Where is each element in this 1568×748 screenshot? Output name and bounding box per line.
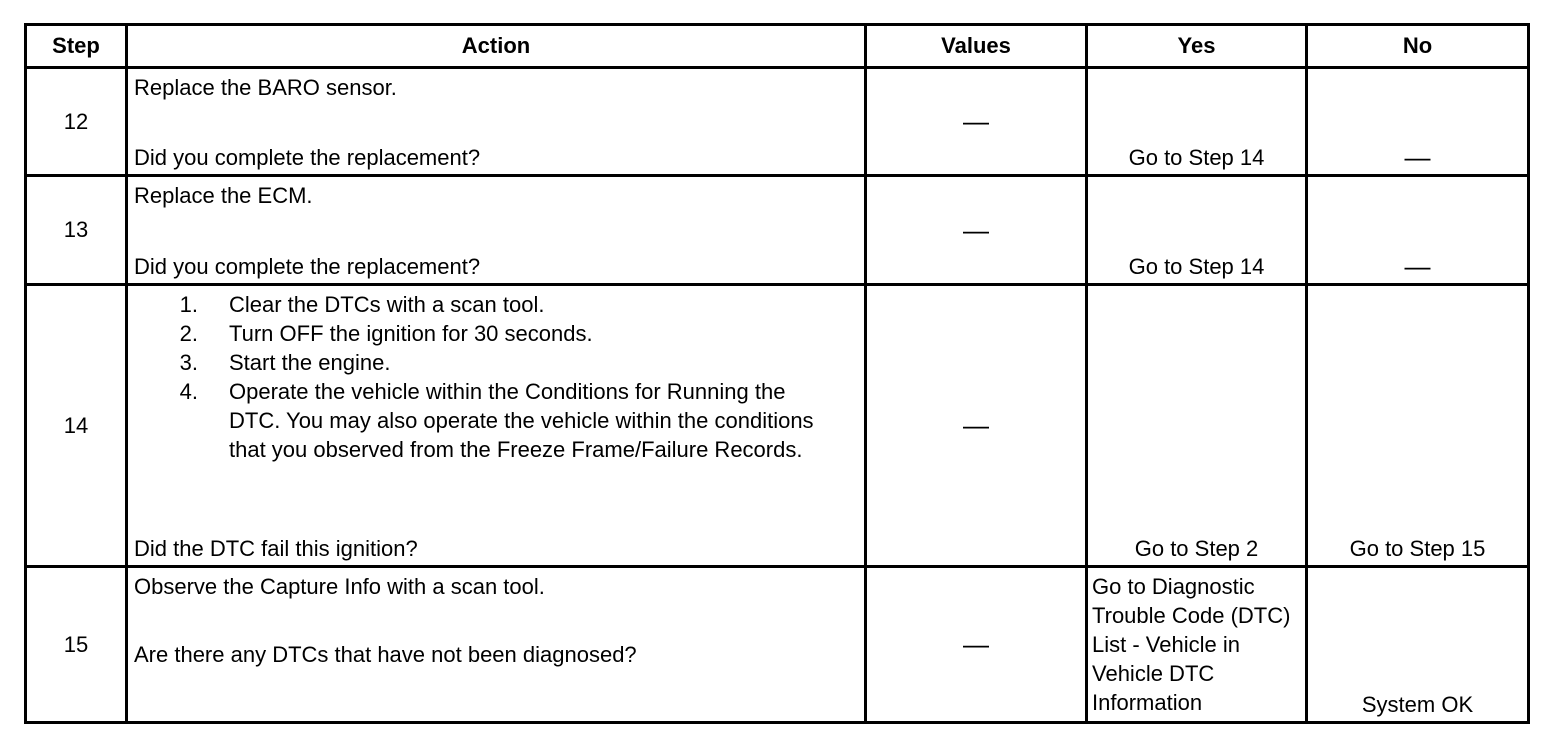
header-yes: Yes <box>1087 25 1307 68</box>
yes-result: Go to Step 2 <box>1134 536 1259 561</box>
header-no: No <box>1307 25 1529 68</box>
header-step: Step <box>26 25 127 68</box>
values-cell: — <box>866 176 1087 285</box>
step-number: 14 <box>26 285 127 567</box>
action-instruction: Replace the BARO sensor. <box>134 75 397 100</box>
action-question: Did the DTC fail this ignition? <box>134 536 418 561</box>
header-values: Values <box>866 25 1087 68</box>
list-number: 2. <box>179 321 198 346</box>
yes-cell <box>1087 567 1307 723</box>
list-number: 1. <box>179 292 198 317</box>
table-row <box>26 567 1529 723</box>
yes-cell <box>1087 68 1307 176</box>
action-question: Did you complete the replacement? <box>134 254 481 279</box>
action-question: Did you complete the replacement? <box>134 145 481 170</box>
diagnostic-steps-table <box>24 23 1530 724</box>
list-text: Clear the DTCs with a scan tool. <box>229 292 545 317</box>
table-row <box>26 176 1529 285</box>
step-number: 13 <box>26 176 127 285</box>
list-item <box>134 319 858 348</box>
action-question: Are there any DTCs that have not been diagnosed? <box>134 642 637 667</box>
no-cell <box>1307 176 1529 285</box>
header-row <box>26 25 1529 68</box>
no-cell <box>1307 285 1529 567</box>
list-item <box>134 377 858 464</box>
yes-result: Go to Step 14 <box>1128 254 1265 279</box>
no-result: — <box>1404 142 1431 172</box>
action-steps <box>134 290 858 464</box>
steps-list <box>134 290 858 464</box>
list-number: 4. <box>179 379 198 404</box>
yes-result: Go to Step 14 <box>1128 145 1265 170</box>
values-cell: — <box>866 567 1087 723</box>
values-cell: — <box>866 68 1087 176</box>
no-cell <box>1307 68 1529 176</box>
list-item <box>134 348 858 377</box>
yes-cell <box>1087 176 1307 285</box>
yes-result: Go to Diagnostic Trouble Code (DTC) List - Vehicle in Vehicle DTC Information <box>1092 574 1291 715</box>
no-result: System OK <box>1361 692 1474 717</box>
table-row <box>26 68 1529 176</box>
list-text: Turn OFF the ignition for 30 seconds. <box>229 321 593 346</box>
list-item <box>134 290 858 319</box>
step-number: 12 <box>26 68 127 176</box>
action-instruction: Replace the ECM. <box>134 183 313 208</box>
list-number: 3. <box>179 350 198 375</box>
action-instruction: Observe the Capture Info with a scan tool. <box>134 574 545 599</box>
no-result: — <box>1404 251 1431 281</box>
no-cell <box>1307 567 1529 723</box>
action-cell <box>127 567 866 723</box>
action-cell <box>127 68 866 176</box>
list-text: Start the engine. <box>229 350 391 375</box>
step-number: 15 <box>26 567 127 723</box>
header-action: Action <box>127 25 866 68</box>
yes-cell <box>1087 285 1307 567</box>
table-row <box>26 285 1529 567</box>
action-cell <box>127 176 866 285</box>
list-text: Operate the vehicle within the Conditions for Running the DTC. You may also operate the vehicle within the conditions that you observed from the Freeze Frame/Failure Records. <box>229 379 814 462</box>
values-cell: — <box>866 285 1087 567</box>
no-result: Go to Step 15 <box>1349 536 1486 561</box>
action-cell <box>127 285 866 567</box>
